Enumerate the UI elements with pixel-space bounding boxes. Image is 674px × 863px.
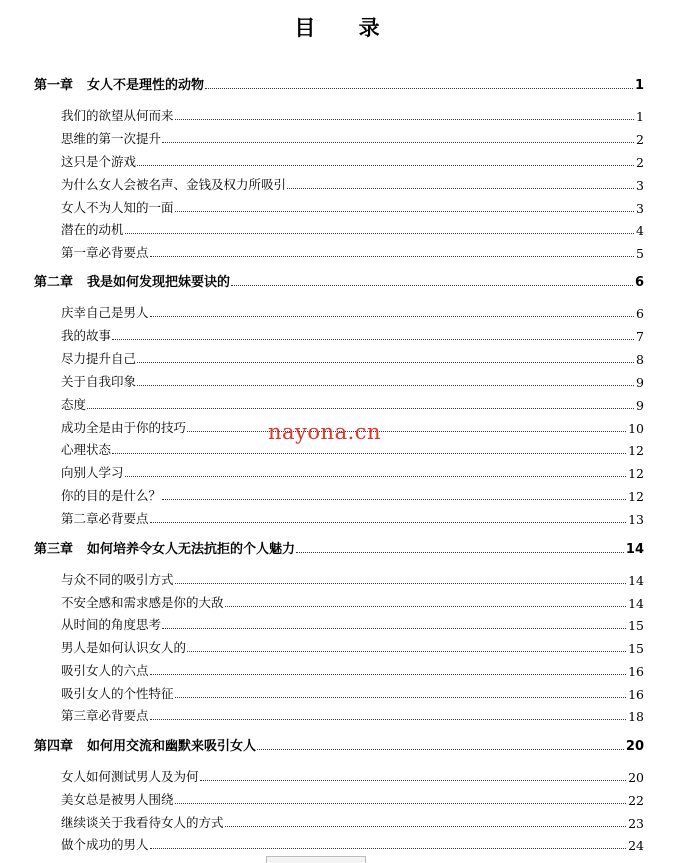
- dot-leader: [257, 749, 624, 750]
- toc-page-number: 8: [636, 352, 644, 367]
- chapter-title: 我是如何发现把妹要诀的: [87, 275, 231, 290]
- toc-page-number: 16: [628, 664, 644, 679]
- toc-section-entry[interactable]: [0, 241, 674, 261]
- toc-page-number: 6: [634, 275, 644, 290]
- toc-page-number: 15: [628, 618, 644, 633]
- toc-entry-label: 与众不同的吸引方式: [61, 572, 174, 587]
- toc-page-number: 16: [628, 687, 644, 702]
- toc-section-entry[interactable]: [0, 173, 674, 193]
- toc-page-number: 23: [628, 816, 644, 831]
- chapter-title: 女人不是理性的动物: [87, 78, 205, 93]
- toc-entry-label: 思维的第一次提升: [61, 131, 162, 146]
- dot-leader: [150, 316, 635, 317]
- dot-leader: [225, 826, 627, 827]
- toc-section-entry[interactable]: [0, 704, 674, 724]
- toc-section-entry[interactable]: [0, 833, 674, 853]
- dot-leader: [205, 88, 633, 89]
- toc-page-number: 6: [636, 306, 644, 321]
- toc-page-number: 13: [628, 512, 644, 527]
- dot-leader: [175, 697, 627, 698]
- dot-leader: [162, 628, 626, 629]
- toc-entry-label: 成功全是由于你的技巧: [61, 420, 187, 435]
- toc-page-number: 3: [636, 178, 644, 193]
- dot-leader: [225, 606, 627, 607]
- dot-leader: [112, 339, 634, 340]
- toc-page-number: 4: [636, 223, 644, 238]
- chapter-number: 第二章: [34, 275, 74, 290]
- dot-leader: [150, 719, 627, 720]
- toc-entry-label: 不安全感和需求感是你的大敌: [61, 595, 224, 610]
- toc-entry-label: 第一章必背要点: [61, 245, 149, 260]
- toc-entry-label: 我的故事: [61, 328, 112, 343]
- toc-entry-label: 关于自我印象: [61, 374, 137, 389]
- toc-entry-label: 心理状态: [61, 442, 112, 457]
- dot-leader: [112, 453, 626, 454]
- toc-section-entry[interactable]: [0, 393, 674, 413]
- toc-page-number: 2: [636, 132, 644, 147]
- toc-entry-label: [34, 735, 256, 754]
- toc-page-number: 12: [628, 466, 644, 481]
- toc-entry-label: [34, 538, 295, 557]
- page-title: 目 录: [294, 16, 398, 40]
- toc-page-number: 15: [628, 641, 644, 656]
- toc-entry-label: 态度: [61, 397, 87, 412]
- dot-leader: [137, 362, 634, 363]
- toc-section-entry[interactable]: [0, 301, 674, 321]
- toc-entry-label: 这只是个游戏: [61, 154, 137, 169]
- dot-leader: [187, 651, 626, 652]
- toc-chapter-entry[interactable]: [0, 537, 674, 557]
- toc-page-number: 20: [628, 770, 644, 785]
- dot-leader: [175, 583, 627, 584]
- toc-page-number: 12: [628, 489, 644, 504]
- toc-page-number: 3: [636, 201, 644, 216]
- dot-leader: [162, 499, 626, 500]
- dot-leader: [137, 165, 634, 166]
- toc-section-entry[interactable]: [0, 150, 674, 170]
- toc-section-entry[interactable]: [0, 568, 674, 588]
- dot-leader: [200, 780, 627, 781]
- toc-page-number: 1: [636, 109, 644, 124]
- toc-entry-label: 第三章必背要点: [61, 708, 149, 723]
- chapter-number: 第三章: [34, 542, 74, 557]
- toc-entry-label: 向别人学习: [61, 465, 124, 480]
- toc-page-number: 5: [636, 246, 644, 261]
- toc-entry-label: 继续谈关于我看待女人的方式: [61, 815, 224, 830]
- dot-leader: [187, 431, 626, 432]
- dot-leader: [175, 211, 635, 212]
- dot-leader: [231, 285, 633, 286]
- toc-section-entry[interactable]: [0, 461, 674, 481]
- toc-entry-label: 吸引女人的六点: [61, 663, 149, 678]
- toc-section-entry[interactable]: [0, 507, 674, 527]
- dot-leader: [150, 674, 627, 675]
- toc-section-entry[interactable]: [0, 127, 674, 147]
- dot-leader: [175, 803, 627, 804]
- chapter-number: 第四章: [34, 739, 74, 754]
- dot-leader: [150, 522, 627, 523]
- dot-leader: [287, 188, 634, 189]
- toc-chapter-entry[interactable]: [0, 270, 674, 290]
- toc-section-entry[interactable]: [0, 659, 674, 679]
- toc-entry-label: 做个成功的男人: [61, 837, 149, 852]
- toc-entry-label: 庆幸自己是男人: [61, 305, 149, 320]
- toc-section-entry[interactable]: [0, 811, 674, 831]
- toc-entry-label: 潜在的动机: [61, 222, 124, 237]
- watermark: nayona.cn: [268, 420, 382, 444]
- toc-entry-label: 尽力提升自己: [61, 351, 137, 366]
- toc-entry-label: 为什么女人会被名声、金钱及权力所吸引: [61, 177, 287, 192]
- dot-leader: [87, 408, 634, 409]
- dot-leader: [125, 233, 635, 234]
- toc-entry-label: 美女总是被男人围绕: [61, 792, 174, 807]
- toc-entry-label: 第二章必背要点: [61, 511, 149, 526]
- toc-entry-label: [34, 74, 204, 93]
- toc-section-entry[interactable]: [0, 324, 674, 344]
- toc-page-number: 14: [625, 542, 644, 557]
- dot-leader: [125, 476, 627, 477]
- toc-chapter-entry[interactable]: [0, 734, 674, 754]
- toc-page-number: 24: [628, 838, 644, 853]
- toc-section-entry[interactable]: [0, 765, 674, 785]
- toc-page-number: 18: [628, 709, 644, 724]
- toc-section-entry[interactable]: [0, 636, 674, 656]
- toc-page-number: 22: [628, 793, 644, 808]
- toc-page-number: 14: [628, 573, 644, 588]
- dot-leader: [296, 552, 624, 553]
- toc-entry-label: [34, 271, 230, 290]
- dot-leader: [137, 385, 634, 386]
- toc-entry-label: 我们的欲望从何而来: [61, 108, 174, 123]
- dot-leader: [150, 848, 627, 849]
- toc-page-number: 20: [625, 739, 644, 754]
- toc-section-entry[interactable]: [0, 484, 674, 504]
- toc-page-number: 9: [636, 375, 644, 390]
- toc-entry-label: 女人不为人知的一面: [61, 200, 174, 215]
- toc-section-entry[interactable]: [0, 104, 674, 124]
- toc-entry-label: 从时间的角度思考: [61, 617, 162, 632]
- toc-section-entry[interactable]: [0, 347, 674, 367]
- toc-section-entry[interactable]: [0, 613, 674, 633]
- toc-entry-label: 女人如何测试男人及为何: [61, 769, 199, 784]
- toc-page-number: 9: [636, 398, 644, 413]
- toc-page-number: 1: [634, 78, 644, 93]
- toc-section-entry[interactable]: [0, 788, 674, 808]
- chapter-title: 如何用交流和幽默来吸引女人: [87, 739, 257, 754]
- toc-entry-label: 你的目的是什么？: [61, 488, 162, 503]
- dot-leader: [150, 256, 635, 257]
- dot-leader: [175, 119, 635, 120]
- toc-section-entry[interactable]: [0, 682, 674, 702]
- toc-entry-label: 男人是如何认识女人的: [61, 640, 187, 655]
- chapter-title: 如何培养令女人无法抗拒的个人魅力: [87, 542, 296, 557]
- toc-chapter-entry[interactable]: [0, 73, 674, 93]
- toc-page-number: 2: [636, 155, 644, 170]
- toc-entry-label: 吸引女人的个性特征: [61, 686, 174, 701]
- toc-section-entry[interactable]: [0, 370, 674, 390]
- chapter-number: 第一章: [34, 78, 74, 93]
- toc-section-entry[interactable]: [0, 218, 674, 238]
- toc-page-number: 12: [628, 443, 644, 458]
- toc-page-number: 14: [628, 596, 644, 611]
- toc-section-entry[interactable]: [0, 196, 674, 216]
- dot-leader: [162, 142, 634, 143]
- toc-section-entry[interactable]: [0, 591, 674, 611]
- toc-page-number: 10: [628, 421, 644, 436]
- toc-page-number: 7: [636, 329, 644, 344]
